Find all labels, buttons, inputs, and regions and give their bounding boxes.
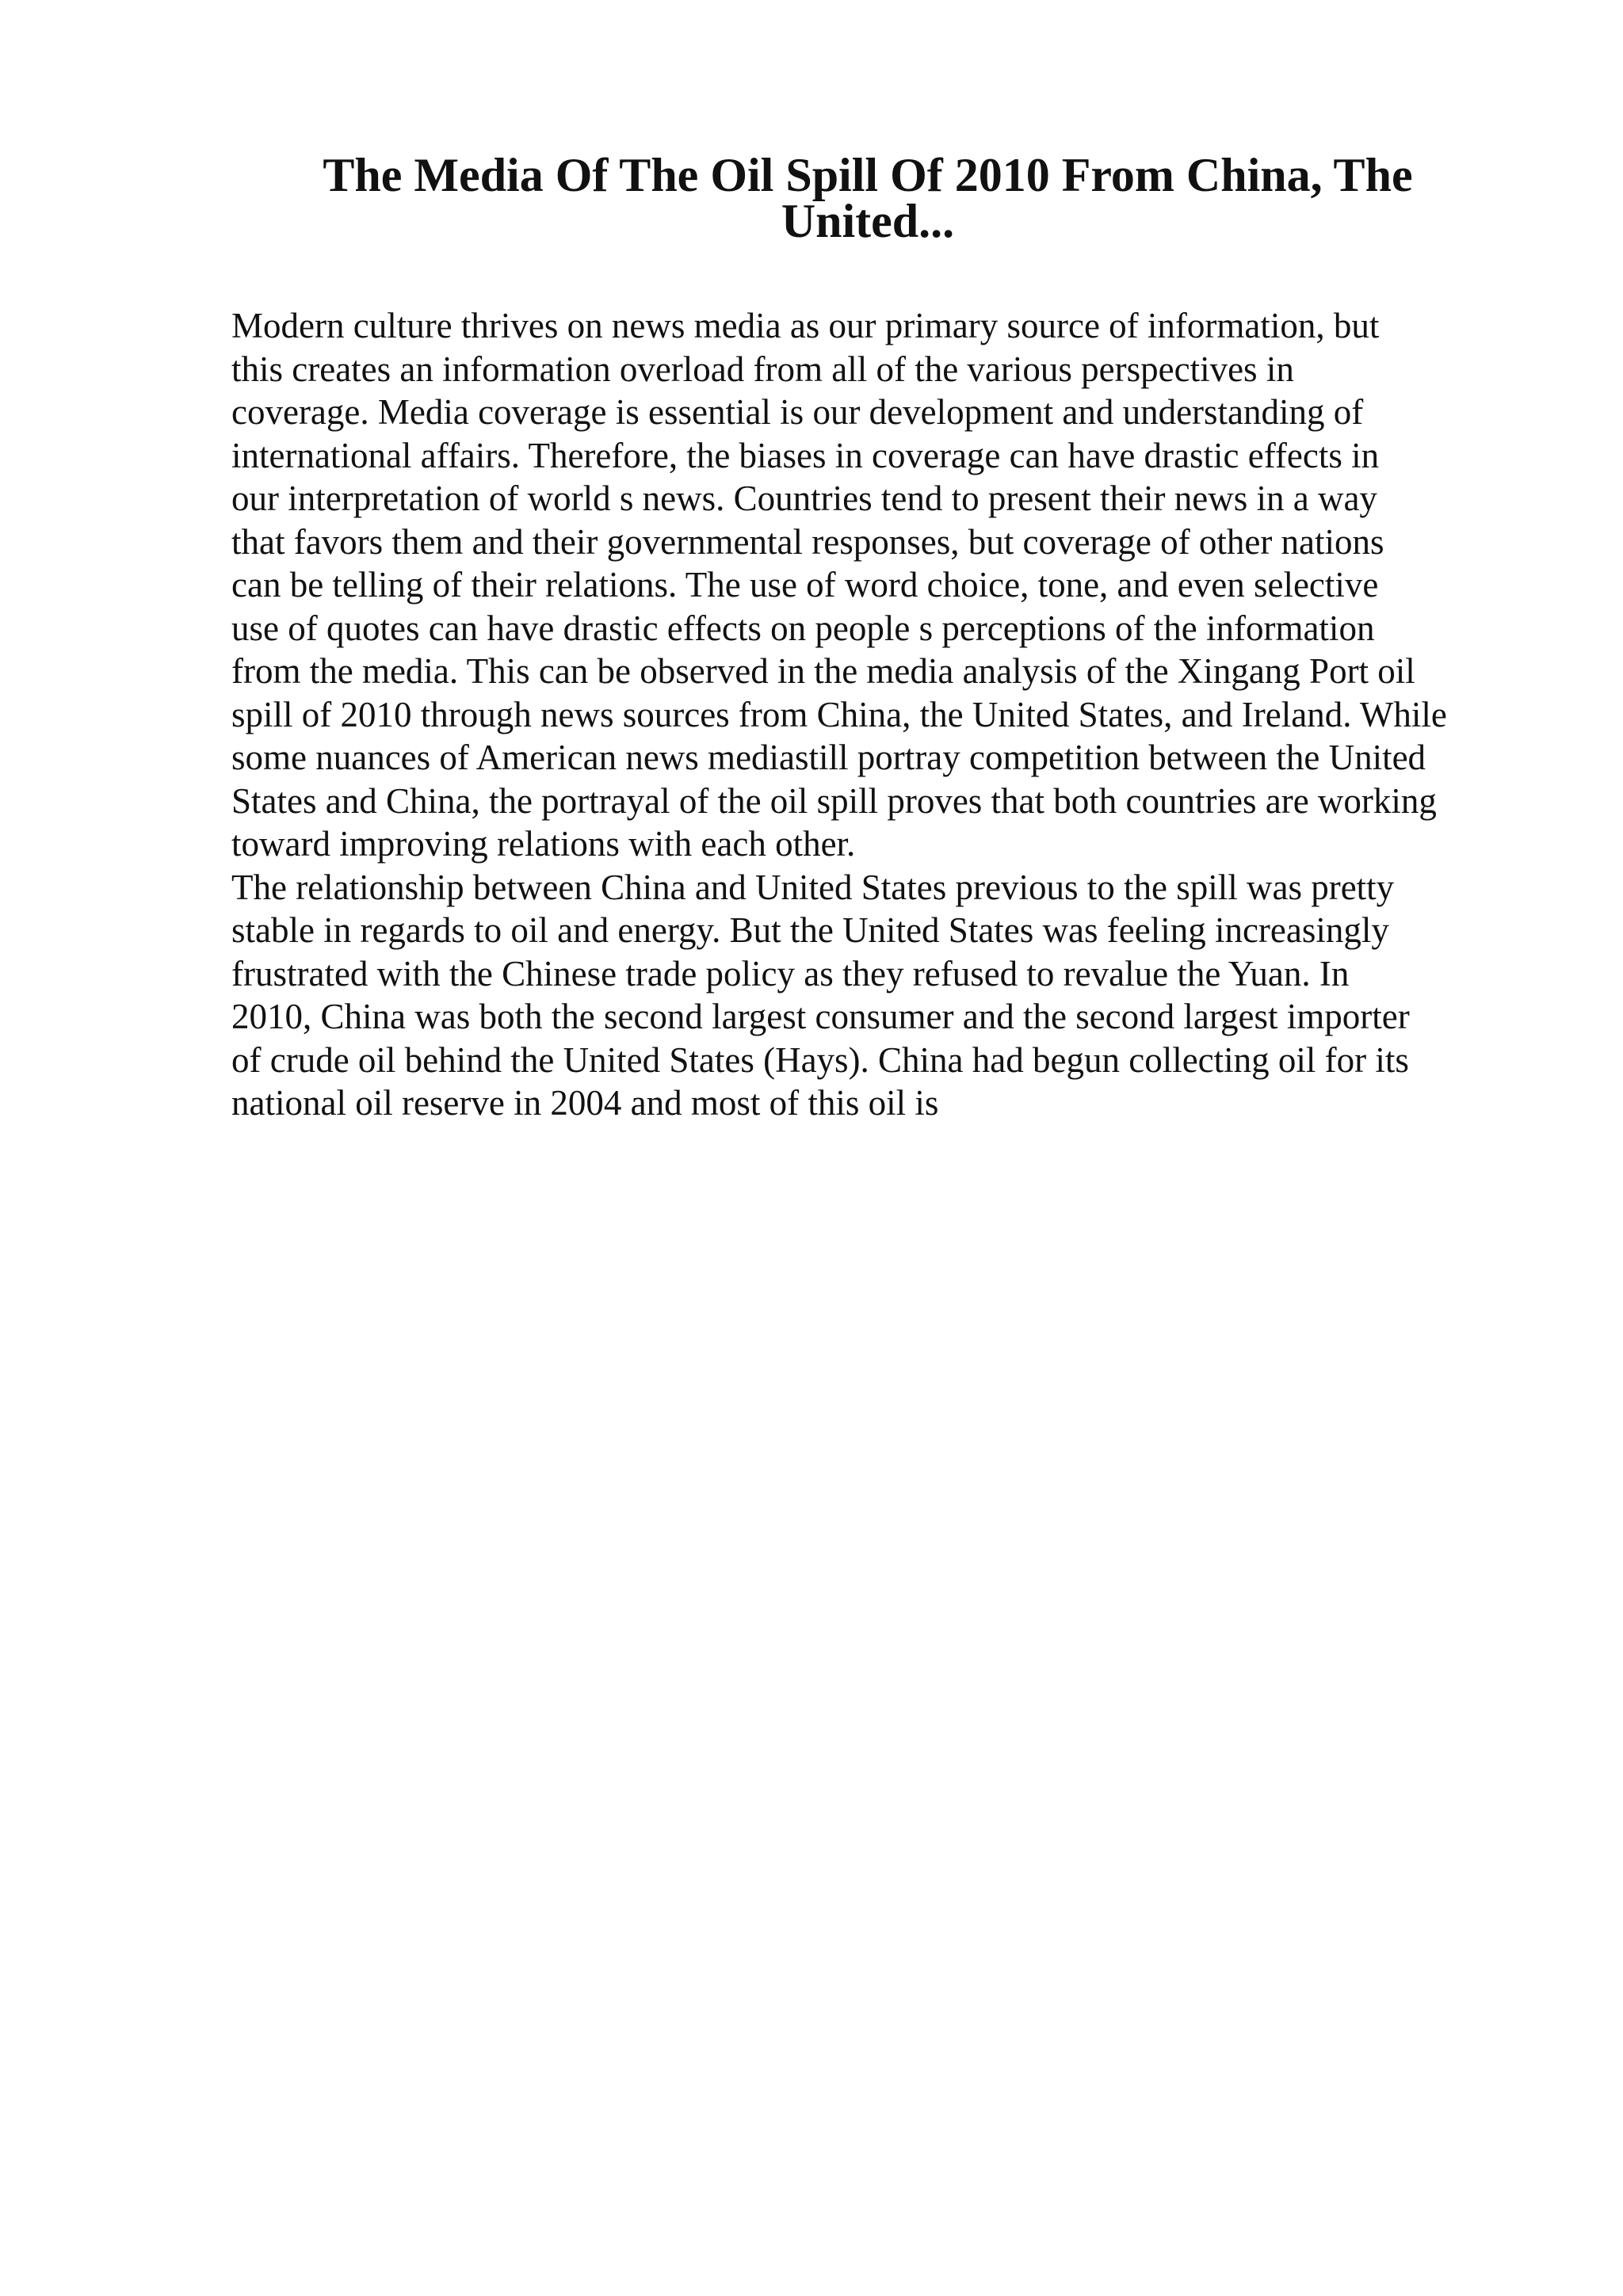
body-line: that favors them and their governmental responses, but coverage of other nations — [231, 521, 1384, 562]
document-title: The Media Of The Oil Spill Of 2010 From China, The United... — [323, 149, 1413, 247]
body-line: our interpretation of world s news. Countries tend to present their news in a way — [231, 479, 1377, 518]
body-line: from the media. This can be observed in the media analysis of the Xingang Port oil — [231, 651, 1415, 691]
body-line: some nuances of American news mediastill portray competition between the United — [231, 738, 1426, 777]
body-line: this creates an information overload from all of the various perspectives in — [231, 349, 1294, 389]
body-line: frustrated with the Chinese trade policy as they refused to revalue the Yuan. In — [231, 953, 1350, 994]
body-line: of crude oil behind the United States (Hays). China had begun collecting oil for its — [231, 1039, 1409, 1080]
body-line: stable in regards to oil and energy. But the United States was feeling increasingly — [231, 910, 1389, 950]
document-body — [231, 304, 1515, 1125]
body-line: The relationship between China and United States previous to the spill was pretty — [231, 867, 1395, 907]
body-line: use of quotes can have drastic effects on people s perceptions of the information — [231, 608, 1375, 648]
body-line: spill of 2010 through news sources from China, the United States, and Ireland. While — [231, 694, 1447, 734]
body-line: can be telling of their relations. The use of word choice, tone, and even selective — [231, 565, 1379, 605]
body-line: coverage. Media coverage is essential is our development and understanding of — [231, 392, 1364, 432]
body-line: international affairs. Therefore, the biases in coverage can have drastic effects in — [231, 435, 1380, 475]
body-line: toward improving relations with each other. — [231, 824, 856, 864]
body-line: States and China, the portrayal of the oil spill proves that both countries are working — [231, 780, 1437, 821]
body-line: 2010, China was both the second largest consumer and the second largest importer — [231, 997, 1410, 1036]
body-line: national oil reserve in 2004 and most of this oil is — [231, 1083, 939, 1123]
body-line: Modern culture thrives on news media as our primary source of information, but — [231, 306, 1380, 345]
